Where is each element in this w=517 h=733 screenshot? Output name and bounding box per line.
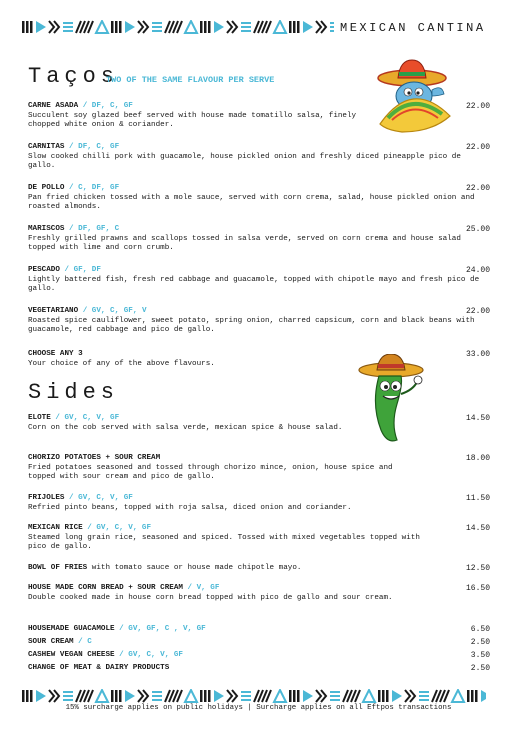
item-name: ELOTE bbox=[28, 414, 51, 422]
dietary-tags: / GV, GF, C , V, GF bbox=[114, 625, 206, 633]
item-name: CHORIZO POTATOES + SOUR CREAM bbox=[28, 454, 161, 462]
item-name: CARNITAS bbox=[28, 143, 65, 151]
item-description: Your choice of any of the above flavours. bbox=[28, 359, 215, 368]
item-name: MEXICAN RICE bbox=[28, 524, 83, 532]
item-description: Slow cooked chilli pork with guacamole, house pickled onion and freshly diced pineapple pico de gallo. bbox=[28, 152, 461, 171]
dietary-tags: / GV, C, V, GF bbox=[50, 414, 120, 422]
dietary-tags: / DF, C, GF bbox=[64, 143, 120, 151]
item-description: Double cooked made in house corn bread topped with pico de gallo and sour cream. bbox=[28, 593, 393, 602]
item-name: SOUR CREAM bbox=[28, 638, 74, 646]
item-description: Refried pinto beans, topped with roja salsa, diced onion and coriander. bbox=[28, 503, 352, 512]
dietary-tags: / DF, C, GF bbox=[78, 102, 133, 110]
sides-item bbox=[28, 524, 490, 553]
tacos-item bbox=[28, 143, 490, 172]
tacos-item bbox=[28, 307, 490, 336]
dietary-tags: / DF, GF, C bbox=[64, 225, 120, 233]
item-description: Corn on the cob served with salsa verde, mexican spice & house salad. bbox=[28, 423, 343, 432]
item-price: 22.00 bbox=[465, 307, 490, 316]
sides-item bbox=[28, 564, 490, 574]
item-price: 22.00 bbox=[465, 143, 490, 152]
item-name: CARNE ASADA bbox=[28, 102, 79, 110]
item-price: 12.50 bbox=[465, 564, 490, 573]
item-name: FRIJOLES bbox=[28, 494, 65, 502]
item-price: 25.00 bbox=[465, 225, 490, 234]
item-price: 3.50 bbox=[470, 651, 490, 660]
dietary-tags: / C, DF, GF bbox=[64, 184, 120, 192]
item-price: 16.50 bbox=[465, 584, 490, 593]
item-name: MARISCOS bbox=[28, 225, 65, 233]
sides-item bbox=[28, 625, 490, 635]
item-name: CHOOSE ANY 3 bbox=[28, 350, 83, 358]
tacos-item bbox=[28, 266, 490, 295]
sides-item bbox=[28, 664, 490, 674]
item-description: Lightly battered fish, fresh red cabbage and guacamole, topped with chipotle mayo and fresh pico de gallo. bbox=[28, 275, 480, 294]
item-name: DE POLLO bbox=[28, 184, 65, 192]
sides-item bbox=[28, 494, 490, 513]
surcharge-note: 15% surcharge applies on public holidays | Surcharge applies on all Eftpos transactions bbox=[65, 704, 452, 712]
tacos-item bbox=[28, 184, 490, 213]
sides-item bbox=[28, 584, 490, 603]
sides-heading: Sides bbox=[28, 380, 120, 405]
header bbox=[0, 20, 517, 36]
item-name: CASHEW VEGAN CHEESE bbox=[28, 651, 115, 659]
tacos-heading: Taços bbox=[28, 64, 120, 89]
tacos-subtitle: TWO OF THE SAME FLAVOUR PER SERVE bbox=[106, 75, 275, 85]
aztec-pattern-footer-icon bbox=[22, 689, 486, 703]
sides-item bbox=[28, 414, 490, 433]
dietary-tags: / V, GF bbox=[182, 584, 220, 592]
item-price: 14.50 bbox=[465, 524, 490, 533]
item-description: Pan fried chicken tossed with a mole sauce, served with corn crema, salad, house pickled onion and roasted almonds. bbox=[28, 193, 475, 212]
item-description: Roasted spice cauliflower, sweet potato, spring onion, charred capsicum, corn and black beans with guacamole, red cabbage and pico de gallo. bbox=[28, 316, 475, 335]
item-name: CHANGE OF MEAT & DAIRY PRODUCTS bbox=[28, 664, 170, 672]
item-name: HOUSEMADE GUACAMOLE bbox=[28, 625, 115, 633]
item-description: with tomato sauce or house made chipotle mayo. bbox=[87, 564, 302, 572]
item-price: 2.50 bbox=[470, 664, 490, 673]
item-price: 11.50 bbox=[465, 494, 490, 503]
item-price: 22.00 bbox=[465, 184, 490, 193]
item-description: Succulent soy glazed beef served with house made tomatillo salsa, finely chopped white onion & coriander. bbox=[28, 111, 357, 130]
dietary-tags: / GV, C, V, GF bbox=[64, 494, 133, 502]
sides-item bbox=[28, 454, 490, 483]
item-price: 6.50 bbox=[470, 625, 490, 634]
item-price: 33.00 bbox=[465, 350, 490, 359]
item-description: Fried potatoes seasoned and tossed through chorizo mince, onion, house spice and topped with sour cream and pico de gallo. bbox=[28, 463, 393, 482]
item-name: HOUSE MADE CORN BREAD + SOUR CREAM bbox=[28, 584, 183, 592]
item-price: 24.00 bbox=[465, 266, 490, 275]
dietary-tags: / GV, C, V, GF bbox=[114, 651, 183, 659]
dietary-tags: / C bbox=[73, 638, 92, 646]
item-description: Steamed long grain rice, seasoned and spiced. Tossed with mixed vegetables topped with pico de gallo. bbox=[28, 533, 420, 552]
tacos-item bbox=[28, 225, 490, 254]
aztec-pattern-icon bbox=[22, 20, 334, 34]
item-price: 22.00 bbox=[465, 102, 490, 111]
tacos-item bbox=[28, 102, 490, 131]
sides-item bbox=[28, 638, 490, 648]
item-description: Freshly grilled prawns and scallops tossed in salsa verde, served on corn crema and house salad topped with lime and corn crumb. bbox=[28, 234, 461, 253]
item-price: 18.00 bbox=[465, 454, 490, 463]
brand-name: MEXICAN CANTINA bbox=[340, 21, 486, 35]
item-price: 14.50 bbox=[465, 414, 490, 423]
dietary-tags: / GV, C, GF, V bbox=[78, 307, 147, 315]
item-name: PESCADO bbox=[28, 266, 60, 274]
item-price: 2.50 bbox=[470, 638, 490, 647]
dietary-tags: / GV, C, V, GF bbox=[82, 524, 152, 532]
item-name: BOWL OF FRIES bbox=[28, 564, 88, 572]
item-name: VEGETARIANO bbox=[28, 307, 79, 315]
dietary-tags: / GF, DF bbox=[59, 266, 101, 274]
sides-item bbox=[28, 651, 490, 661]
